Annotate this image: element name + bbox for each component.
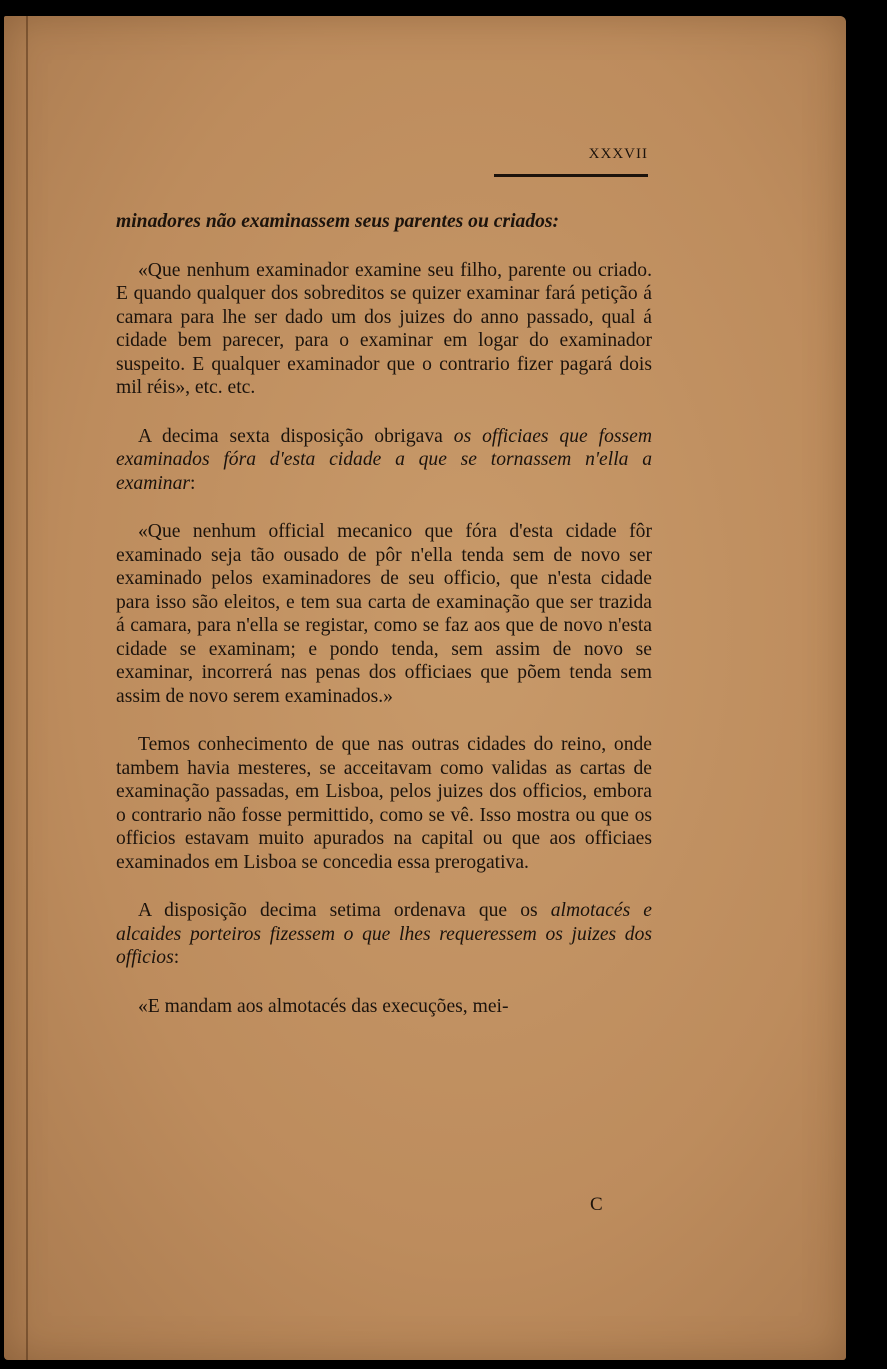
paragraph-1: minadores não examinassem seus parentes ou criados:: [116, 211, 560, 232]
paragraph-3: [116, 425, 652, 496]
paragraph-6-tail: :: [173, 947, 180, 968]
paragraph-3-tail: :: [190, 472, 196, 494]
paragraph-6-italic: almotacés e alcaides porteiros fizessem o que lhes requeressem os juizes dos officios: [116, 900, 652, 968]
header-rule: [494, 174, 648, 177]
signature-mark: C: [590, 1194, 603, 1215]
paragraph-4: «Que nenhum official mecanico que fóra d'esta cidade fôr examinado seja tão ousado de pôr n'ella tenda sem de novo ser examinado pelos examinadores de seu officio, que n'esta cidade para isso são eleitos, e tem sua carta de examinação que ser trazida á camara, para n'ella se registar, como se faz aos que de novo n'esta cidade se examinam; e pondo tenda, sem assim de novo se examinar, incorrerá nas penas dos officiaes que põem tenda sem assim de novo serem examinados.»: [116, 521, 652, 707]
paragraph-6-lead: A disposição decima setima ordenava que os: [138, 900, 551, 921]
paragraph-6: [116, 899, 652, 970]
paragraph-3-italic: os officiaes que fossem examinados fóra d'esta cidade a que se tornassem n'ella a examinar: [116, 425, 652, 494]
paragraph-3-lead: A decima sexta disposição obrigava: [138, 425, 454, 447]
paragraph-5: Temos conhecimento de que nas outras cidades do reino, onde tambem havia mesteres, se acceitavam como validas as cartas de examinação passadas, em Lisboa, pelos juizes dos officios, embora o contrario não fosse permittido, como se vê. Isso mostra ou que os officios estavam muito apurados na capital ou que aos officiaes examinados em Lisboa se concedia essa prerogativa.: [116, 734, 652, 873]
binding-edge: [26, 16, 28, 1360]
paragraph-7: «E mandam aos almotacés das execuções, mei-: [138, 995, 509, 1017]
page-number: XXXVII: [588, 146, 648, 162]
paragraph-2: «Que nenhum examinador examine seu filho, parente ou criado. E quando qualquer dos sobreditos se quizer examinar fará petição á camara para lhe ser dado um dos juizes do anno passado, qual á cidade bem parecer, para o examinar em logar do examinador suspeito. E qualquer examinador que o contrario fizer pagará dois mil réis», etc. etc.: [116, 259, 652, 398]
body-text: [116, 210, 652, 1043]
